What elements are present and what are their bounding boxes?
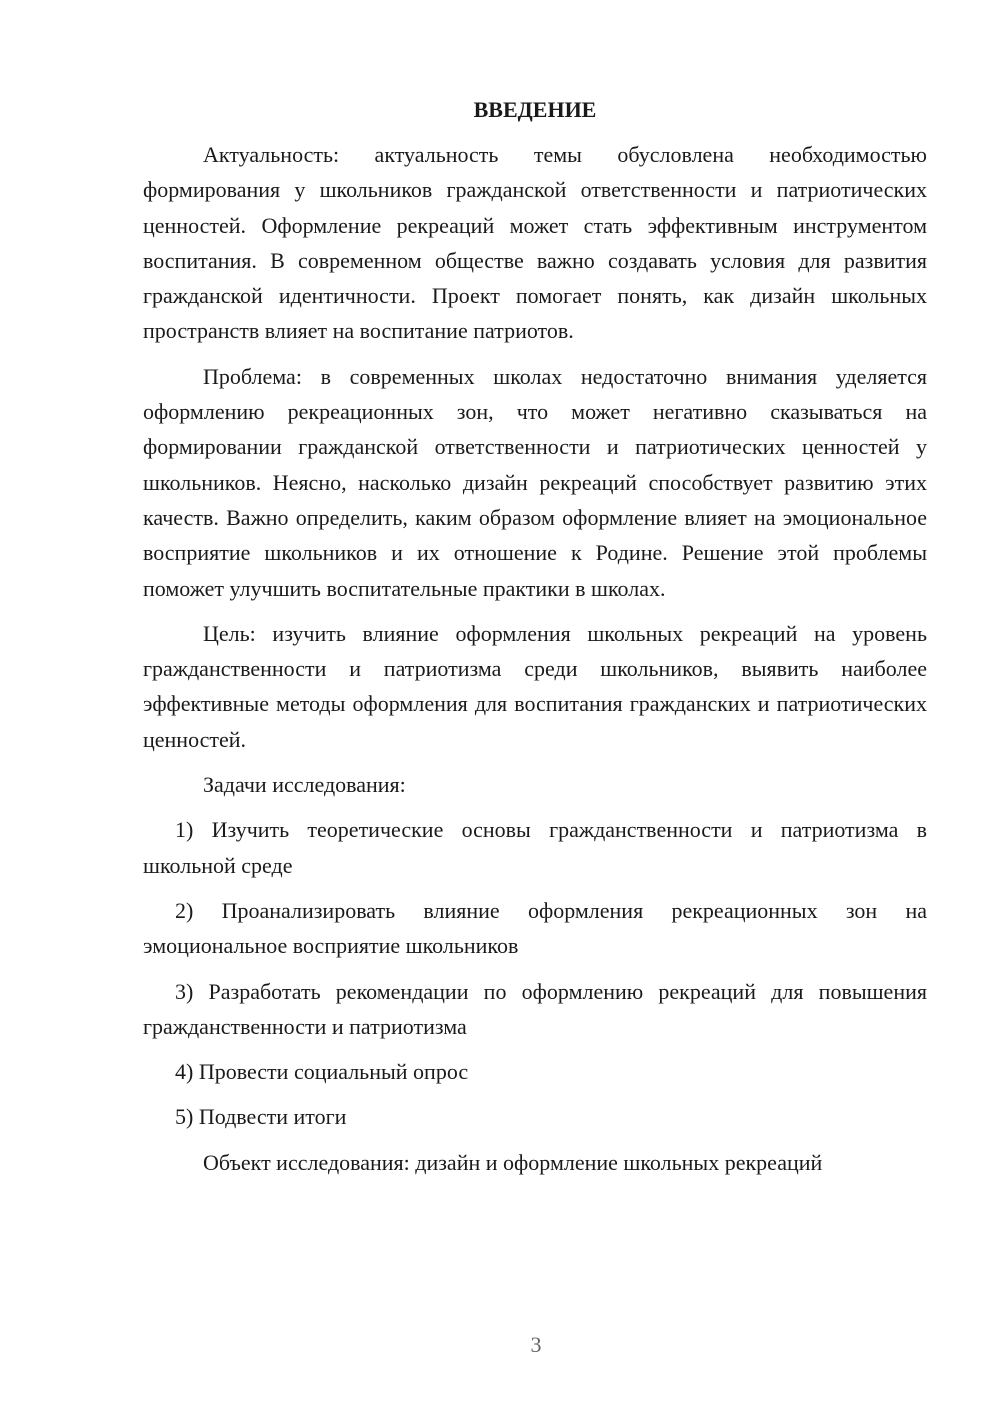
page-content bbox=[143, 92, 927, 1190]
task-item-4: 4) Провести социальный опрос bbox=[175, 1059, 469, 1085]
paragraph-problem: Проблема: в современных школах недостаточно внимания уделяется оформлению рекреационных зон, что может негативно сказываться на формировании гражданской ответственности и патриотических ценностей у школьников. Неясно, насколько дизайн рекреаций способствует развитию этих качеств. Важно определить, каким образом оформление влияет на эмоциональное восприятие школьников и их отношение к Родине. Решение этой проблемы поможет улучшить воспитательные практики в школах. bbox=[143, 363, 927, 601]
page-number: 3 bbox=[530, 1332, 542, 1357]
task-item-2: 2) Проанализировать влияние оформления рекреационных зон на эмоциональное восприятие школьников bbox=[143, 897, 927, 959]
tasks-heading: Задачи исследования: bbox=[203, 772, 406, 798]
paragraph-relevance: Актуальность: актуальность темы обусловлена необходимостью формирования у школьников гражданской ответственности и патриотических ценностей. Оформление рекреаций может стать эффективным инструментом воспитания. В современном обществе важно создавать условия для развития гражданской идентичности. Проект помогает понять, как дизайн школьных пространств влияет на воспитание патриотов. bbox=[143, 142, 927, 344]
task-item-3: 3) Разработать рекомендации по оформлению рекреаций для повышения гражданственности и патриотизма bbox=[143, 978, 927, 1039]
section-title: ВВЕДЕНИЕ bbox=[473, 97, 597, 122]
task-item-5: 5) Подвести итоги bbox=[175, 1104, 347, 1130]
task-item-1: 1) Изучить теоретические основы гражданственности и патриотизма в школьной среде bbox=[143, 817, 927, 878]
research-object: Объект исследования: дизайн и оформление школьных рекреаций bbox=[203, 1149, 823, 1175]
paragraph-goal: Цель: изучить влияние оформления школьных рекреаций на уровень гражданственности и патриотизма среди школьников, выявить наиболее эффективные методы оформления для воспитания гражданских и патриотических ценностей. bbox=[143, 620, 927, 752]
